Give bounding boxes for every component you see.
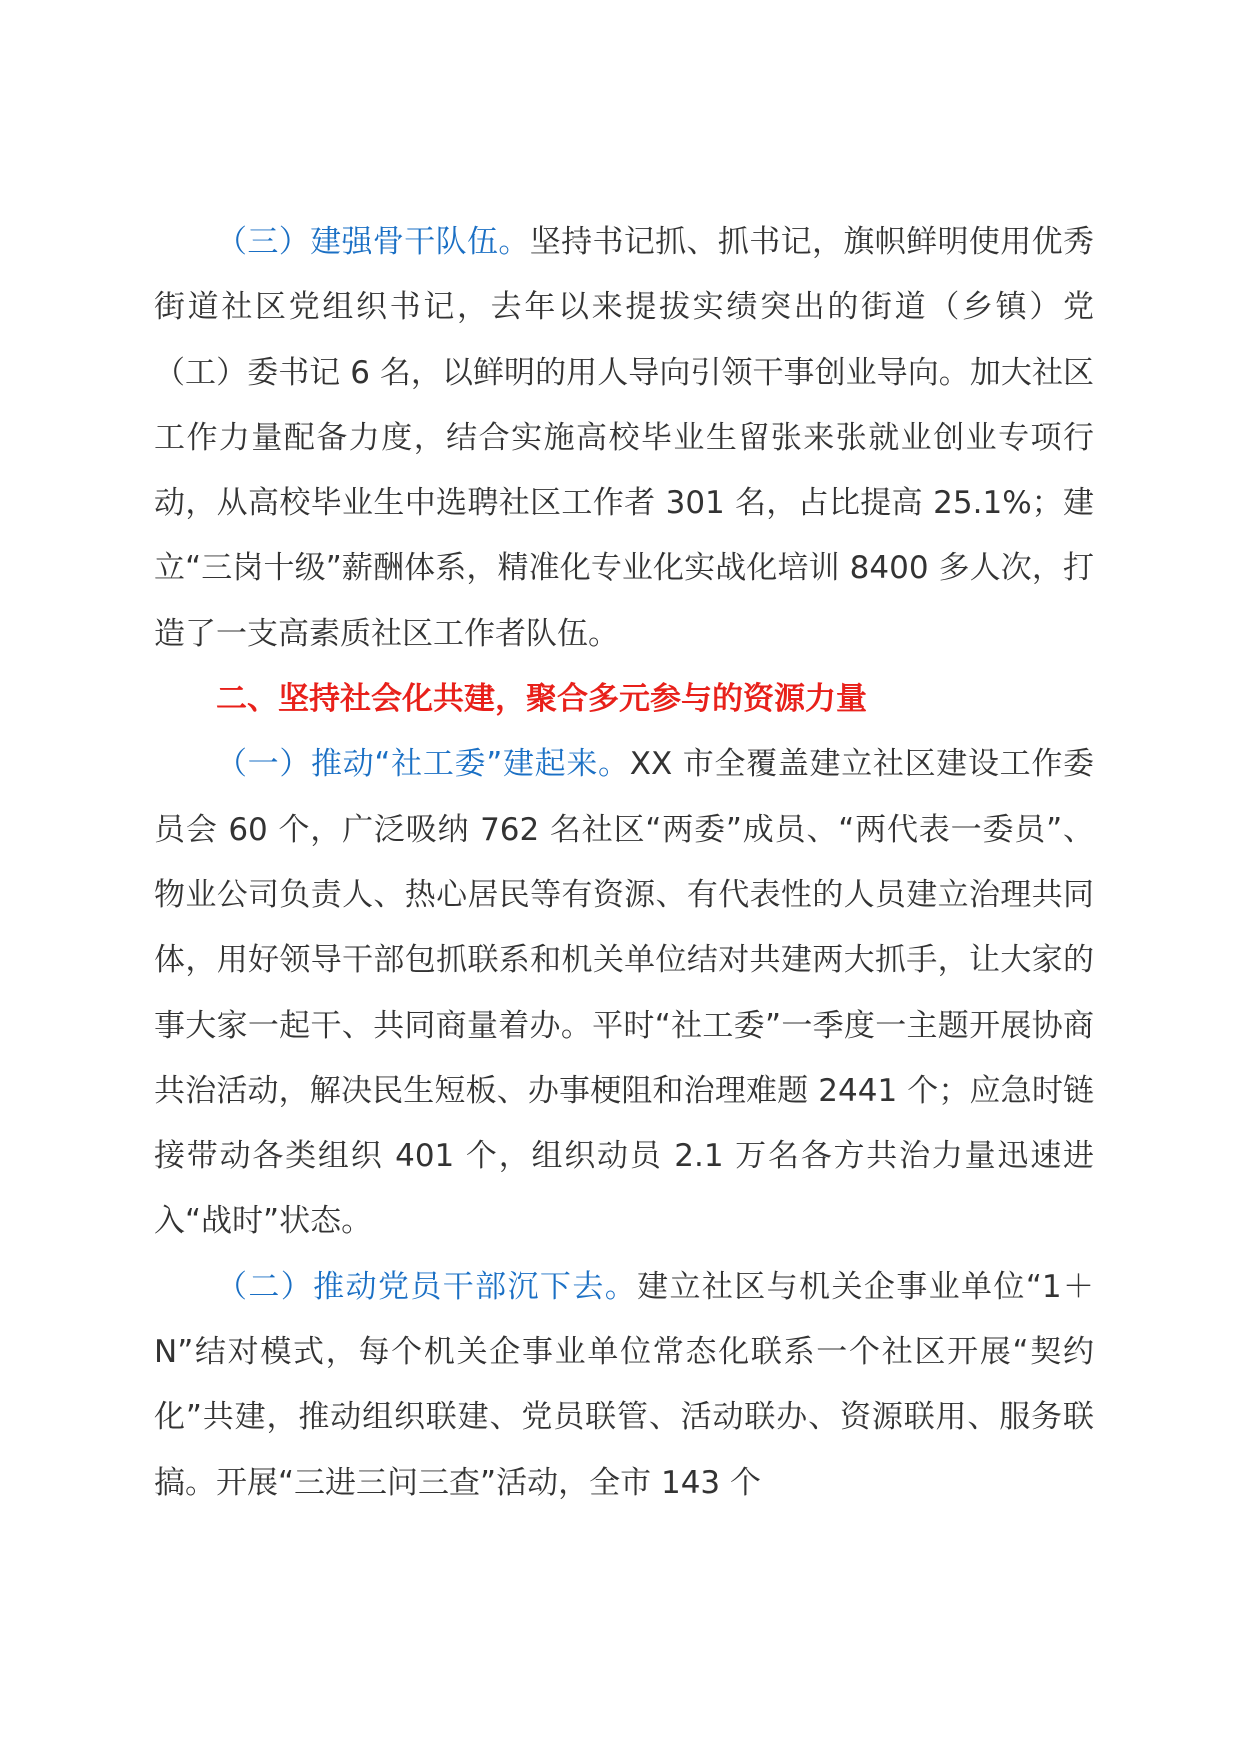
section-title: 二、坚持社会化共建，聚合多元参与的资源力量 [216,681,867,718]
subheading-social-work-committee: （一）推动“社工委”建起来。 [216,746,630,783]
document-page [154,210,1094,1516]
paragraph-party-cadres [154,1255,1094,1516]
paragraph-social-work-committee [154,732,1094,1254]
paragraph-backbone-team [154,210,1094,667]
subheading-backbone-team: （三）建强骨干队伍。 [216,224,530,260]
paragraph-body: XX 市全覆盖建立社区建设工作委员会 60 个，广泛吸纳 762 名社区“两委”成员、“两代表一委员”、物业公司负责人、热心居民等有资源、有代表性的人员建立治理共同体，用好领导干部包抓联系和机关单位结对共建两大抓手，让大家的事大家一起干、共同商量着办。平时“社工委”一季度一主题开展协商共治活动，解决民生短板、办事梗阻和治理难题 2441 个；应急时链接带动各类组织 401 个，组织动员 2.1 万名各方共治力量迅速进入“战时”状态。 [154,746,1095,1240]
subheading-party-cadres: （二）推动党员干部沉下去。 [216,1268,638,1305]
paragraph-body: 建立社区与机关企事业单位“1＋N”结对模式，每个机关企事业单位常态化联系一个社区开展“契约化”共建，推动组织联建、党员联管、活动联办、资源联用、服务联搞。开展“三进三问三查”活动，全市 143 个 [154,1268,1094,1501]
paragraph-body: 坚持书记抓、抓书记，旗帜鲜明使用优秀街道社区党组织书记，去年以来提拔实绩突出的街道（乡镇）党（工）委书记 6 名，以鲜明的用人导向引领干事创业导向。加大社区工作力量配备力度，结合实施高校毕业生留张来张就业创业专项行动，从高校毕业生中选聘社区工作者 301 名，占比提高 25.1%；建立“三岗十级”薪酬体系，精准化专业化实战化培训 8400 多人次，打造了一支高素质社区工作者队伍。 [154,224,1094,652]
